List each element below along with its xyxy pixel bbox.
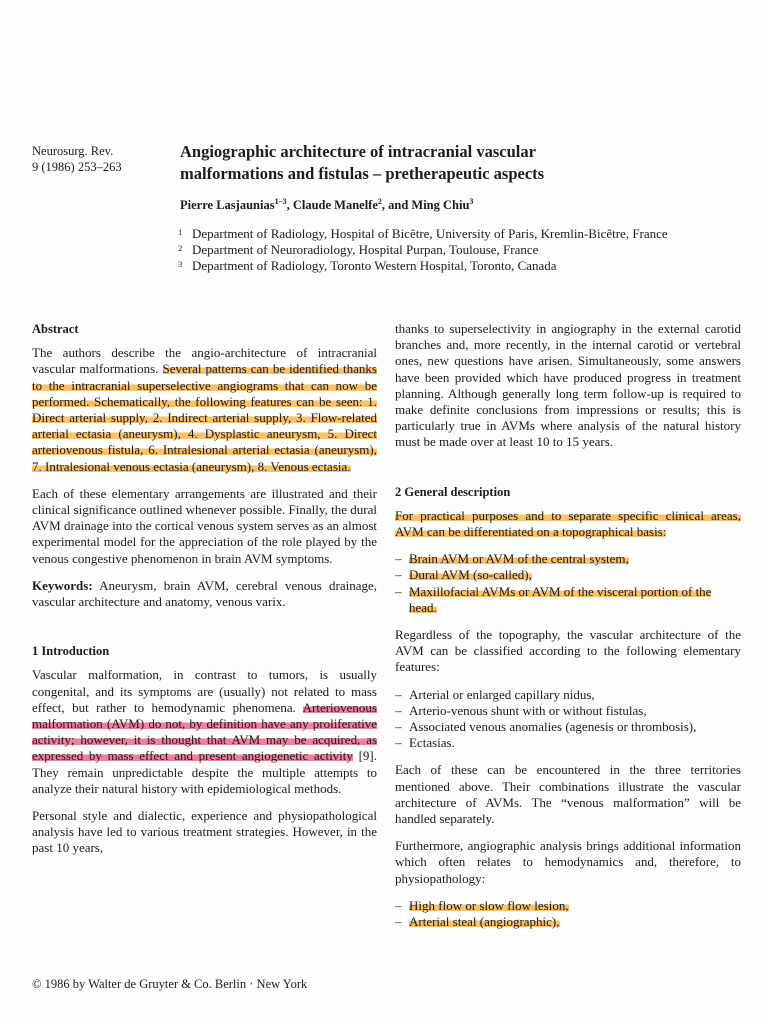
affiliation-number: 1: [178, 227, 183, 237]
author-separator: , and: [381, 198, 412, 213]
abstract-text: The authors describe the angio-architecture of intracranial vascular malformations.: [32, 345, 377, 377]
introduction-paragraph-1: [32, 667, 377, 797]
highlighted-text: Brain AVM or AVM of the central system,: [409, 551, 629, 567]
author-separator: ,: [286, 198, 293, 213]
list-item: – Arterio-venous shunt with or without fistulas,: [395, 703, 741, 719]
keywords-label: Keywords:: [32, 577, 93, 593]
author-affil-sup: 1–3: [274, 197, 287, 206]
list-item: – Associated venous anomalies (agenesis or thrombosis),: [395, 719, 741, 735]
affiliation-number: 3: [178, 259, 183, 269]
title-line-2: malformations and fistulas – pretherapeutic aspects: [180, 164, 545, 183]
intro-text: Vascular malformation, in contrast to tumors, is usually congenital, and its symptoms are (usually) not related to mass effect, but rather to hemodynamic phenomena.: [32, 667, 377, 715]
right-column: [395, 321, 741, 941]
author-name: Ming Chiu: [411, 198, 470, 213]
journal-citation: [32, 143, 122, 175]
flow-list: [395, 898, 741, 930]
author-name: Pierre Lasjaunias: [180, 198, 275, 213]
topography-list: [395, 551, 741, 616]
author-list: [180, 197, 473, 213]
keywords: [32, 578, 377, 610]
journal-volume: 9 (1986) 253–263: [32, 160, 122, 174]
list-item: [395, 898, 741, 914]
highlighted-text: For practical purposes and to separate specific clinical areas, AVM can be differentiated on a topographical basis:: [395, 507, 741, 540]
list-item: – Arterial or enlarged capillary nidus,: [395, 687, 741, 703]
list-item: [395, 567, 741, 583]
author-name: Claude Manelfe: [292, 198, 378, 213]
features-list: [395, 687, 741, 752]
affiliation-text: Department of Neuroradiology, Hospital Purpan, Toulouse, France: [192, 242, 539, 257]
author-affil-sup: 2: [377, 197, 382, 206]
introduction-heading: 1 Introduction: [32, 644, 110, 659]
list-item: [395, 584, 741, 616]
hemodynamics-paragraph: Furthermore, angiographic analysis brings additional information which often relates to hemodynamics and, therefore, to physiopathology:: [395, 838, 741, 886]
abstract-heading: Abstract: [32, 322, 79, 336]
highlighted-text: Arteriovenous malformation (AVM) do not, by definition have any proliferative activity; however, it is thought that AVM may be acquired, as expressed by mass effect and present angiogenetic activity: [32, 699, 377, 764]
general-description-heading: 2 General description: [395, 484, 511, 499]
highlighted-text: High flow or slow flow lesion,: [409, 897, 569, 913]
highlighted-text: Maxillofacial AVMs or AVM of the visceral portion of the head.: [409, 583, 712, 615]
list-item: [395, 914, 741, 930]
copyright-footer: © 1986 by Walter de Gruyter & Co. Berlin · New York: [32, 977, 308, 991]
left-column: [32, 321, 377, 868]
features-paragraph: Regardless of the topography, the vascular architecture of the AVM can be classified according to the following elementary features:: [395, 627, 741, 675]
author-affil-sup: 3: [469, 197, 474, 206]
affiliation-text: Department of Radiology, Hospital of Bicêtre, University of Paris, Kremlin-Bicêtre, France: [192, 226, 668, 241]
topography-paragraph: [395, 508, 741, 540]
affiliation-text: Department of Radiology, Toronto Western Hospital, Toronto, Canada: [192, 258, 557, 273]
abstract-paragraph-1: [32, 345, 377, 475]
affiliation-list: [178, 226, 743, 274]
title-line-1: Angiographic architecture of intracranial vascular: [180, 142, 536, 161]
combinations-paragraph: Each of these can be encountered in the three territories mentioned above. Their combinations illustrate the vascular architecture of AVMs. The “venous malformation” will be handled separately.: [395, 762, 741, 827]
affiliation-item: [178, 242, 743, 258]
intro-text: [9]. They remain unpredictable despite the multiple attempts to analyze their natural history with epidemiological methods.: [32, 748, 377, 796]
affiliation-number: 2: [178, 243, 183, 253]
highlighted-text: Arterial steal (angiographic),: [409, 914, 560, 930]
highlighted-text: Dural AVM (so-called),: [409, 567, 532, 583]
keywords-text: Aneurysm, brain AVM, cerebral venous drainage, vascular architecture and anatomy, venous varix.: [32, 577, 377, 610]
introduction-paragraph-2: Personal style and dialectic, experience and physiopathological analysis have led to various treatment strategies. However, in the past 10 years,: [32, 808, 377, 856]
journal-name: Neurosurg. Rev.: [32, 144, 114, 158]
continued-paragraph: thanks to superselectivity in angiography in the external carotid branches and, more recently, in the internal carotid or vertebral ones, new questions have arisen. Simultaneously, some answers have been provided which have produced progress in treatment planning. Although generally long term follow-up is required to make definite conclusions from impressions or results; this is particularly true in AVMs where analysis of the natural history must be made over at least 10 to 15 years.: [395, 321, 741, 450]
affiliation-item: [178, 258, 743, 274]
list-item: [395, 551, 741, 567]
affiliation-item: [178, 226, 743, 242]
list-item: – Ectasias.: [395, 735, 741, 751]
article-title: [180, 141, 740, 185]
abstract-paragraph-2: Each of these elementary arrangements are illustrated and their clinical significance outlined whenever possible. Finally, the dural AVM drainage into the cortical venous system serves as an almost experimental model for the appreciation of the role played by the venous congestive phenomenon in brain AVM symptoms.: [32, 485, 377, 566]
highlighted-text: Several patterns can be identified thanks to the intracranial superselective angiograms that can now be performed. Schematically, the following features can be seen: 1. Direct arterial supply, 2. Indirect arterial supply, 3. Flow-related arterial ectasia (aneurysm), 4. Dysplastic aneurysm, 5. Direct arteriovenous fistula, 6. Intralesional arterial ectasia (aneurysm), 7. Intralesional venous ectasia (aneurysm), 8. Venous ectasia.: [32, 361, 377, 474]
